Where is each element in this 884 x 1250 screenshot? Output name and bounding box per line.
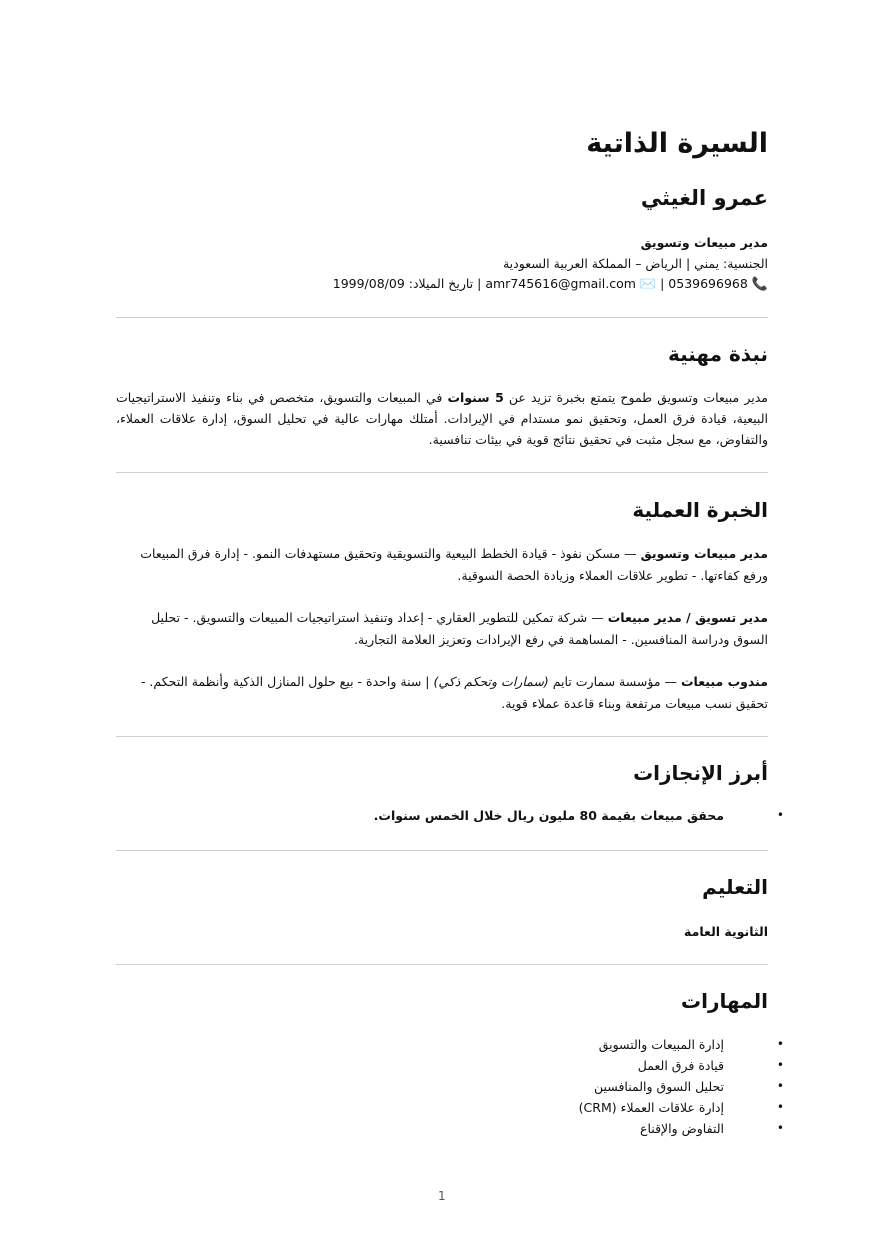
separator: |: [660, 276, 665, 291]
page-title: السيرة الذاتية: [586, 128, 768, 159]
skill-item: [116, 1037, 784, 1057]
education-degree: الثانوية العامة: [684, 924, 768, 939]
nationality-location: الجنسية: يمني | الرياض – المملكة العربية السعودية: [502, 256, 768, 271]
skill-item: [116, 1100, 784, 1120]
divider: [116, 964, 768, 965]
summary-text: [116, 387, 768, 450]
divider: [116, 317, 768, 318]
summary-part-2: في المبيعات والتسويق، متخصص في بناء وتنفيذ الاستراتيجيات البيعية، قيادة فرق العمل، وتحقيق نمو مستدام في الإيرادات. أمتلك مهارات عالية في تحليل السوق، إدارة علاقات العملاء، والتفاوض، مع سجل مثبت في تحقيق نتائج قوية في بيئات تنافسية.: [116, 390, 768, 447]
job-title: مدير مبيعات وتسويق: [640, 235, 768, 250]
job-company-note-3: (سمارات وتحكم ذكي): [433, 674, 549, 689]
job-company-3: مؤسسة سمارت تايم: [552, 674, 661, 689]
job-details-2: - إعداد وتنفيذ استراتيجيات المبيعات والتسويق. - تحليل السوق ودراسة المنافسين. - المساهمة في رفع الإيرادات وتعزيز العلامة التجارية.: [151, 610, 768, 647]
skills-heading: المهارات: [681, 989, 768, 1013]
job-separator: —: [664, 674, 678, 689]
bullet-icon: •: [776, 1079, 784, 1093]
divider: [116, 850, 768, 851]
job-separator: —: [624, 546, 637, 561]
summary-part-1: مدير مبيعات وتسويق طموح يتمتع بخبرة تزيد عن: [508, 390, 768, 405]
skill-text: إدارة المبيعات والتسويق: [598, 1037, 724, 1052]
achievement-item: [116, 808, 784, 828]
page-number: 1: [438, 1189, 446, 1203]
summary-years: 5 سنوات: [447, 390, 504, 405]
skill-text: إدارة علاقات العملاء (CRM): [578, 1100, 724, 1115]
skill-item: [116, 1121, 784, 1141]
achievement-text: محقق مبيعات بقيمة 80 مليون ريال خلال الخمس سنوات.: [373, 808, 724, 823]
education-heading: التعليم: [702, 875, 768, 899]
skill-item: [116, 1079, 784, 1099]
experience-heading: الخبرة العملية: [632, 498, 768, 522]
envelope-icon: ✉️: [639, 277, 657, 292]
contact-line: [333, 276, 768, 292]
job-title-3: مندوب مبيعات: [681, 674, 768, 689]
achievements-heading: أبرز الإنجازات: [633, 761, 768, 785]
divider: [116, 736, 768, 737]
separator: |: [477, 276, 482, 291]
job-duration-3: | سنة واحدة: [366, 674, 430, 689]
job-entry: [116, 543, 768, 587]
summary-heading: نبذة مهنية: [667, 342, 768, 366]
phone-number[interactable]: 0539696968: [668, 276, 748, 291]
job-entry: [116, 607, 768, 651]
resume-page: [116, 0, 784, 1250]
job-separator: —: [591, 610, 604, 625]
job-company-2: شركة تمكين للتطوير العقاري: [436, 610, 588, 625]
bullet-icon: •: [776, 808, 784, 822]
bullet-icon: •: [776, 1037, 784, 1051]
job-entry: [116, 671, 768, 715]
bullet-icon: •: [776, 1121, 784, 1135]
job-title-2: مدير تسويق / مدير مبيعات: [607, 610, 768, 625]
birth-date: 1999/08/09: [332, 276, 405, 291]
job-title-1: مدير مبيعات وتسويق: [640, 546, 768, 561]
candidate-name: عمرو الغيثي: [640, 186, 768, 210]
skill-text: التفاوض والإقناع: [640, 1121, 724, 1136]
phone-icon: 📞: [751, 277, 768, 292]
bullet-icon: •: [776, 1058, 784, 1072]
birth-label: تاريخ الميلاد:: [408, 276, 474, 291]
email-link[interactable]: amr745616@gmail.com: [485, 276, 636, 291]
job-details-1: - قيادة الخطط البيعية والتسويقية وتحقيق مستهدفات النمو. - إدارة فرق المبيعات ورفع كفاءتها. - تطوير علاقات العملاء وزيادة الحصة السوقية.: [140, 546, 768, 583]
skill-text: قيادة فرق العمل: [637, 1058, 724, 1073]
skill-text: تحليل السوق والمنافسين: [594, 1079, 724, 1094]
skill-item: [116, 1058, 784, 1078]
job-details-3: - بيع حلول المنازل الذكية وأنظمة التحكم. - تحقيق نسب مبيعات مرتفعة وبناء قاعدة عملاء قوية.: [140, 674, 768, 711]
divider: [116, 472, 768, 473]
job-company-1: مسكن نفوذ: [560, 546, 621, 561]
bullet-icon: •: [776, 1100, 784, 1114]
